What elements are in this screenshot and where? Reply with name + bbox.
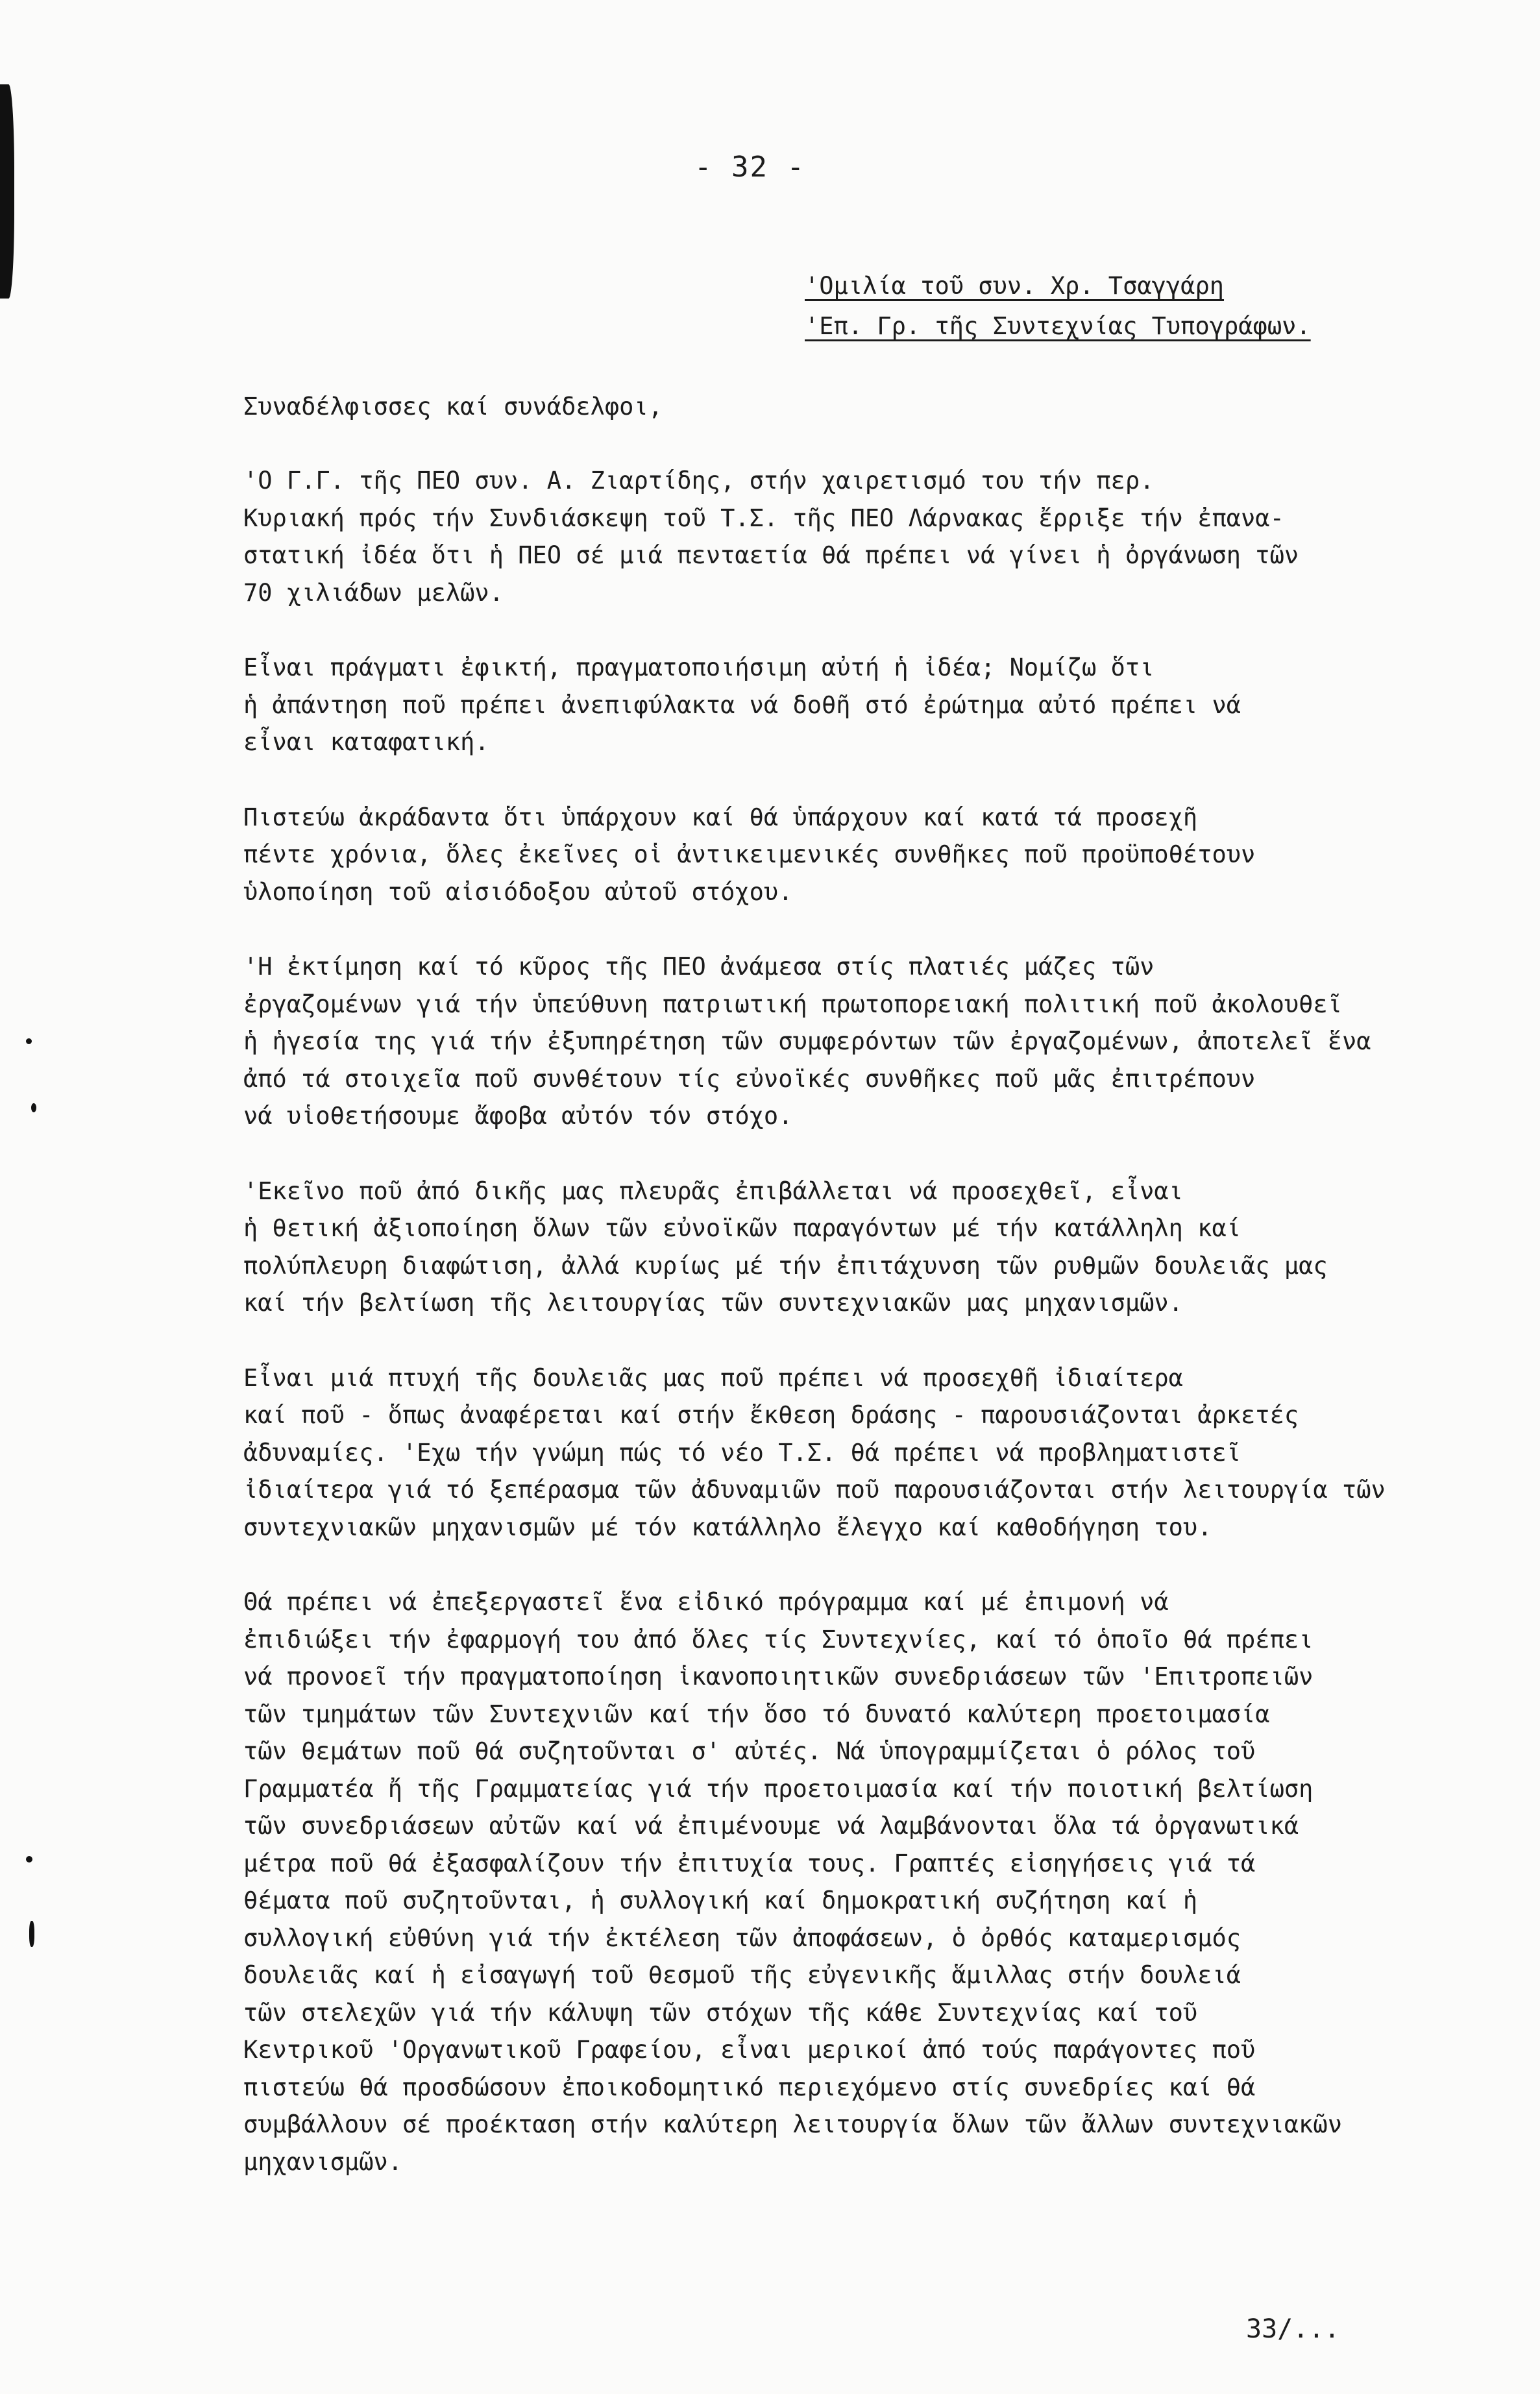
scan-artifact xyxy=(31,1103,36,1112)
heading-subtitle: 'Επ. Γρ. τῆς Συντεχνίας Τυπογράφων. xyxy=(805,312,1311,340)
paragraph: Εἶναι πράγματι ἐφικτή, πραγματοποιήσιμη αὐτή ἡ ἰδέα; Νομίζω ὅτι ἡ ἀπάντηση ποῦ πρέπει ἀνεπιφύλακτα νά δοθῆ στό ἐρώτημα αὐτό πρέπει νά εἶναι καταφατική. xyxy=(243,653,1241,756)
paragraph: 'Ο Γ.Γ. τῆς ΠΕΟ συν. Α. Ζιαρτίδης, στήν χαιρετισμό του τήν περ. Κυριακή πρός τήν Συνδιάσκεψη τοῦ Τ.Σ. τῆς ΠΕΟ Λάρνακας ἔρριξε τήν ἐπανα- στατική ἰδέα ὅτι ἡ ΠΕΟ σέ μιά πενταετία θά πρέπει νά γίνει ἡ ὀργάνωση τῶν 70 χιλιάδων μελῶν. xyxy=(243,467,1299,607)
scan-artifact xyxy=(26,1856,32,1863)
paragraph: Πιστεύω ἀκράδαντα ὅτι ὑπάρχουν καί θά ὑπάρχουν καί κατά τά προσεχῆ πέντε χρόνια, ὅλες ἐκεῖνες οἱ ἀντικειμενικές συνθῆκες ποῦ προϋποθέτουν ὑλοποίηση τοῦ αἰσιόδοξου αὐτοῦ στόχου. xyxy=(243,803,1256,906)
page-number: - 32 - xyxy=(694,151,805,184)
heading-title: 'Ομιλία τοῦ συν. Χρ. Τσαγγάρη xyxy=(805,272,1225,300)
continuation-marker: 33/... xyxy=(1246,2314,1340,2344)
salutation: Συναδέλφισσες καί συνάδελφοι, xyxy=(243,393,663,421)
scan-artifact xyxy=(26,1038,32,1044)
paragraph: Εἶναι μιά πτυχή τῆς δουλειᾶς μας ποῦ πρέπει νά προσεχθῆ ἰδιαίτερα καί ποῦ - ὅπως ἀναφέρεται καί στήν ἔκθεση δράσης - παρουσιάζονται ἀρκετές ἀδυναμίες. 'Εχω τήν γνώμη πώς τό νέο Τ.Σ. θά πρέπει νά προβληματιστεῖ ἰδιαίτερα γιά τό ξεπέρασμα τῶν ἀδυναμιῶν ποῦ παρουσιάζονται στήν λειτουργία τῶν συντεχνιακῶν μηχανισμῶν μέ τόν κατάλληλο ἔλεγχο καί καθοδήγηση του. xyxy=(243,1363,1386,1541)
paragraph: 'Εκεῖνο ποῦ ἀπό δικῆς μας πλευρᾶς ἐπιβάλλεται νά προσεχθεῖ, εἶναι ἡ θετική ἀξιοποίηση ὅλων τῶν εὐνοϊκῶν παραγόντων μέ τήν κατάλληλη καί πολύπλευρη διαφώτιση, ἀλλά κυρίως μέ τήν ἐπιτάχυνση τῶν ρυθμῶν δουλειᾶς μας καί τήν βελτίωση τῆς λειτουργίας τῶν συντεχνιακῶν μας μηχανισμῶν. xyxy=(243,1177,1328,1317)
body-text xyxy=(243,462,1437,2218)
paragraph: 'Η ἐκτίμηση καί τό κῦρος τῆς ΠΕΟ ἀνάμεσα στίς πλατιές μάζες τῶν ἐργαζομένων γιά τήν ὑπεύθυνη πατριωτική πρωτοπορειακή πολιτική ποῦ ἀκολουθεῖ ἡ ἡγεσία της γιά τήν ἐξυπηρέτηση τῶν συμφερόντων τῶν ἐργαζομένων, ἀποτελεῖ ἕνα ἀπό τά στοιχεῖα ποῦ συνθέτουν τίς εὐνοϊκές συνθῆκες ποῦ μᾶς ἐπιτρέπουν νά υἱοθετήσουμε ἄφοβα αὐτόν τόν στόχο. xyxy=(243,953,1371,1130)
scan-artifact xyxy=(0,84,14,299)
paragraph: Θά πρέπει νά ἐπεξεργαστεῖ ἕνα εἰδικό πρόγραμμα καί μέ ἐπιμονή νά ἐπιδιώξει τήν ἐφαρμογή του ἀπό ὅλες τίς Συντεχνίες, καί τό ὁποῖο θά πρέπει νά προνοεῖ τήν πραγματοποίηση ἱκανοποιητικῶν συνεδριάσεων τῶν 'Επιτροπειῶν τῶν τμημάτων τῶν Συντεχνιῶν καί τήν ὅσο τό δυνατό καλύτερη προετοιμασία τῶν θεμάτων ποῦ θά συζητοῦνται σ' αὐτές. Νά ὑπογραμμίζεται ὁ ρόλος τοῦ Γραμματέα ἤ τῆς Γραμματείας γιά τήν προετοιμασία καί τήν ποιοτική βελτίωση τῶν συνεδριάσεων αὐτῶν καί νά ἐπιμένουμε νά λαμβάνονται ὅλα τά ὀργανωτικά μέτρα ποῦ θά ἐξασφαλίζουν τήν ἐπιτυχία τους. Γραπτές εἰσηγήσεις γιά τά θέματα ποῦ συζητοῦνται, ἡ συλλογική καί δημοκρατική συζήτηση καί ἡ συλλογική εὐθύνη γιά τήν ἐκτέλεση τῶν ἀποφάσεων, ὁ ὀρθός καταμερισμός δουλειᾶς καί ἡ εἰσαγωγή τοῦ θεσμοῦ τῆς εὐγενικῆς ἅμιλλας στήν δουλειά τῶν στελεχῶν γιά τήν κάλυψη τῶν στόχων τῆς κάθε Συντεχνίας καί τοῦ Κεντρικοῦ 'Οργανωτικοῦ Γραφείου, εἶναι μερικοί ἀπό τούς παράγοντες ποῦ πιστεύω θά προσδώσουν ἐποικοδομητικό περιεχόμενο στίς συνεδρίες καί θά συμβάλλουν σέ προέκταση στήν καλύτερη λειτουργία ὅλων τῶν ἄλλων συντεχνιακῶν μηχανισμῶν. xyxy=(243,1588,1342,2176)
speech-heading xyxy=(805,266,1311,347)
scan-artifact xyxy=(29,1921,34,1947)
